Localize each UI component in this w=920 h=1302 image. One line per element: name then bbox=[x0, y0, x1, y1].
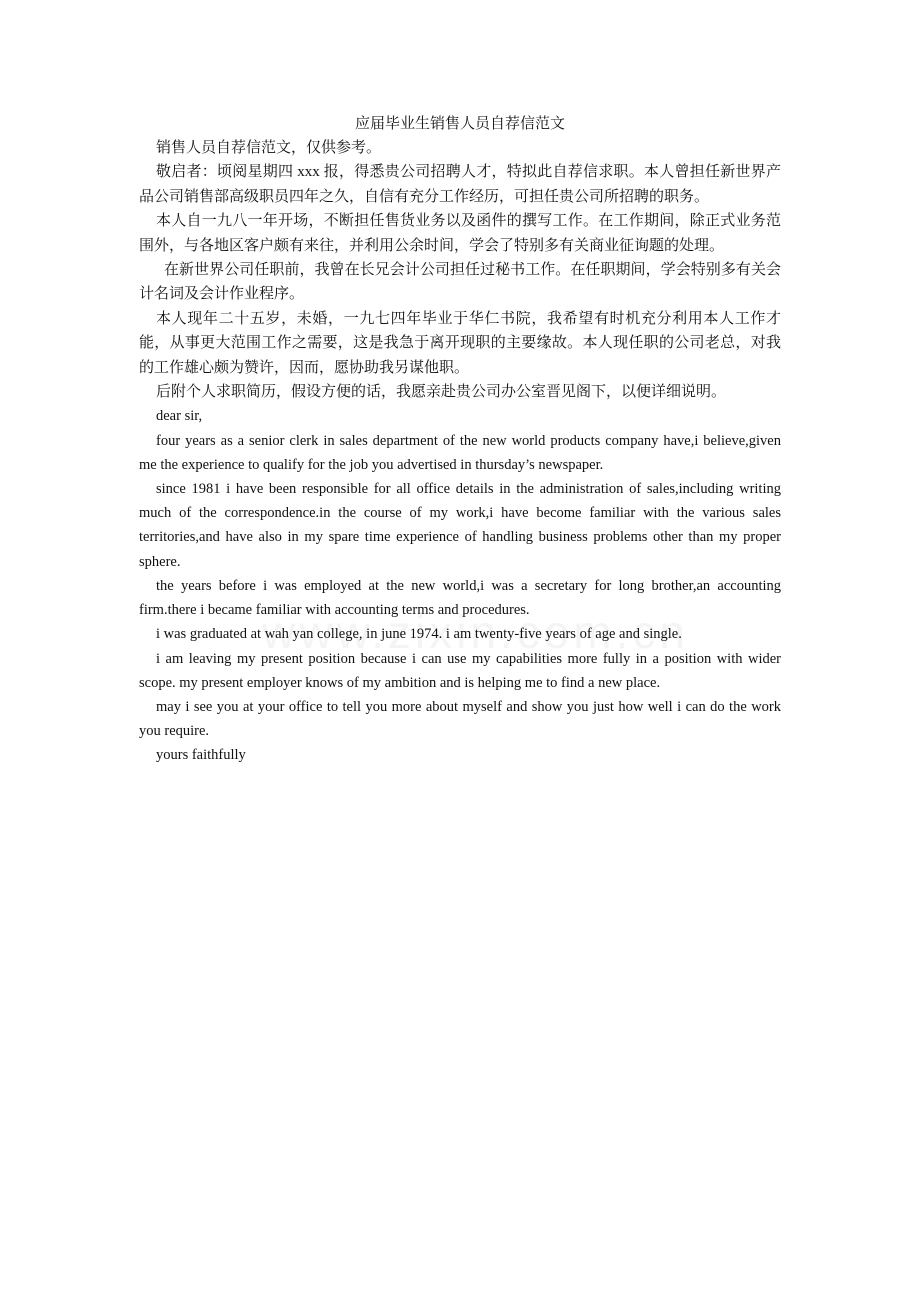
chinese-paragraph-closing: 后附个人求职简历，假设方便的话，我愿亲赴贵公司办公室晋见阁下，以便详细说明。 bbox=[156, 384, 727, 401]
document-title: 应届毕业生销售人员自荐信范文 bbox=[354, 116, 565, 132]
chinese-paragraph-previous-job: 在新世界公司任职前，我曾在长兄会计公司担任过秘书工作。在任职期间，学会特别多有关会计名词及会计作业程序。 bbox=[139, 262, 781, 303]
english-paragraph-salutation: dear sir, bbox=[156, 408, 203, 425]
english-paragraph-education: i was graduated at wah yan college, in june 1974. i am twenty-five years of age and single. bbox=[156, 626, 682, 643]
english-paragraph-responsibilities: since 1981 i have been responsible for all office details in the administration of sales,including writing much of the correspondence.in the course of my work,i have become familiar with the various sales territories,and have also in my spare time experience of handling business problems other than my proper sphere. bbox=[139, 481, 781, 570]
chinese-paragraph-experience: 本人自一九八一年开场，不断担任售货业务以及函件的撰写工作。在工作期间，除正式业务范围外，与各地区客户颇有来往，并利用公余时间，学会了特别多有关商业征询题的处理。 bbox=[139, 213, 781, 254]
chinese-paragraph-salutation: 敬启者：顷阅星期四 xxx 报，得悉贵公司招聘人才，特拟此自荐信求职。本人曾担任新世界产品公司销售部高级职员四年之久，自信有充分工作经历，可担任贵公司所招聘的职务。 bbox=[139, 164, 781, 205]
english-paragraph-request: may i see you at your office to tell you more about myself and show you just how well i can do the work you require. bbox=[139, 698, 781, 740]
english-paragraph-previous-job: the years before i was employed at the new world,i was a secretary for long brother,an accounting firm.there i became familiar with accounting terms and procedures. bbox=[139, 577, 781, 619]
english-letter bbox=[139, 404, 781, 767]
english-paragraph-experience: four years as a senior clerk in sales department of the new world products company have,i believe,given me the experience to qualify for the job you advertised in thursday’s newspaper. bbox=[139, 432, 781, 473]
english-paragraph-reason: i am leaving my present position because i can use my capabilities more fully in a position with wider scope. my present employer knows of my ambition and is helping me to find a new place. bbox=[139, 650, 781, 691]
document-page bbox=[139, 112, 781, 768]
english-paragraph-signoff: yours faithfully bbox=[156, 747, 246, 764]
chinese-letter bbox=[139, 136, 781, 404]
chinese-paragraph-intro: 销售人员自荐信范文，仅供参考。 bbox=[156, 140, 382, 156]
chinese-paragraph-personal: 本人现年二十五岁，未婚，一九七四年毕业于华仁书院，我希望有时机充分利用本人工作才能，从事更大范围工作之需要，这是我急于离开现职的主要缘故。本人现任职的公司老总，对我的工作雄心颇为赞许，因而，愿协助我另谋他职。 bbox=[139, 310, 781, 376]
